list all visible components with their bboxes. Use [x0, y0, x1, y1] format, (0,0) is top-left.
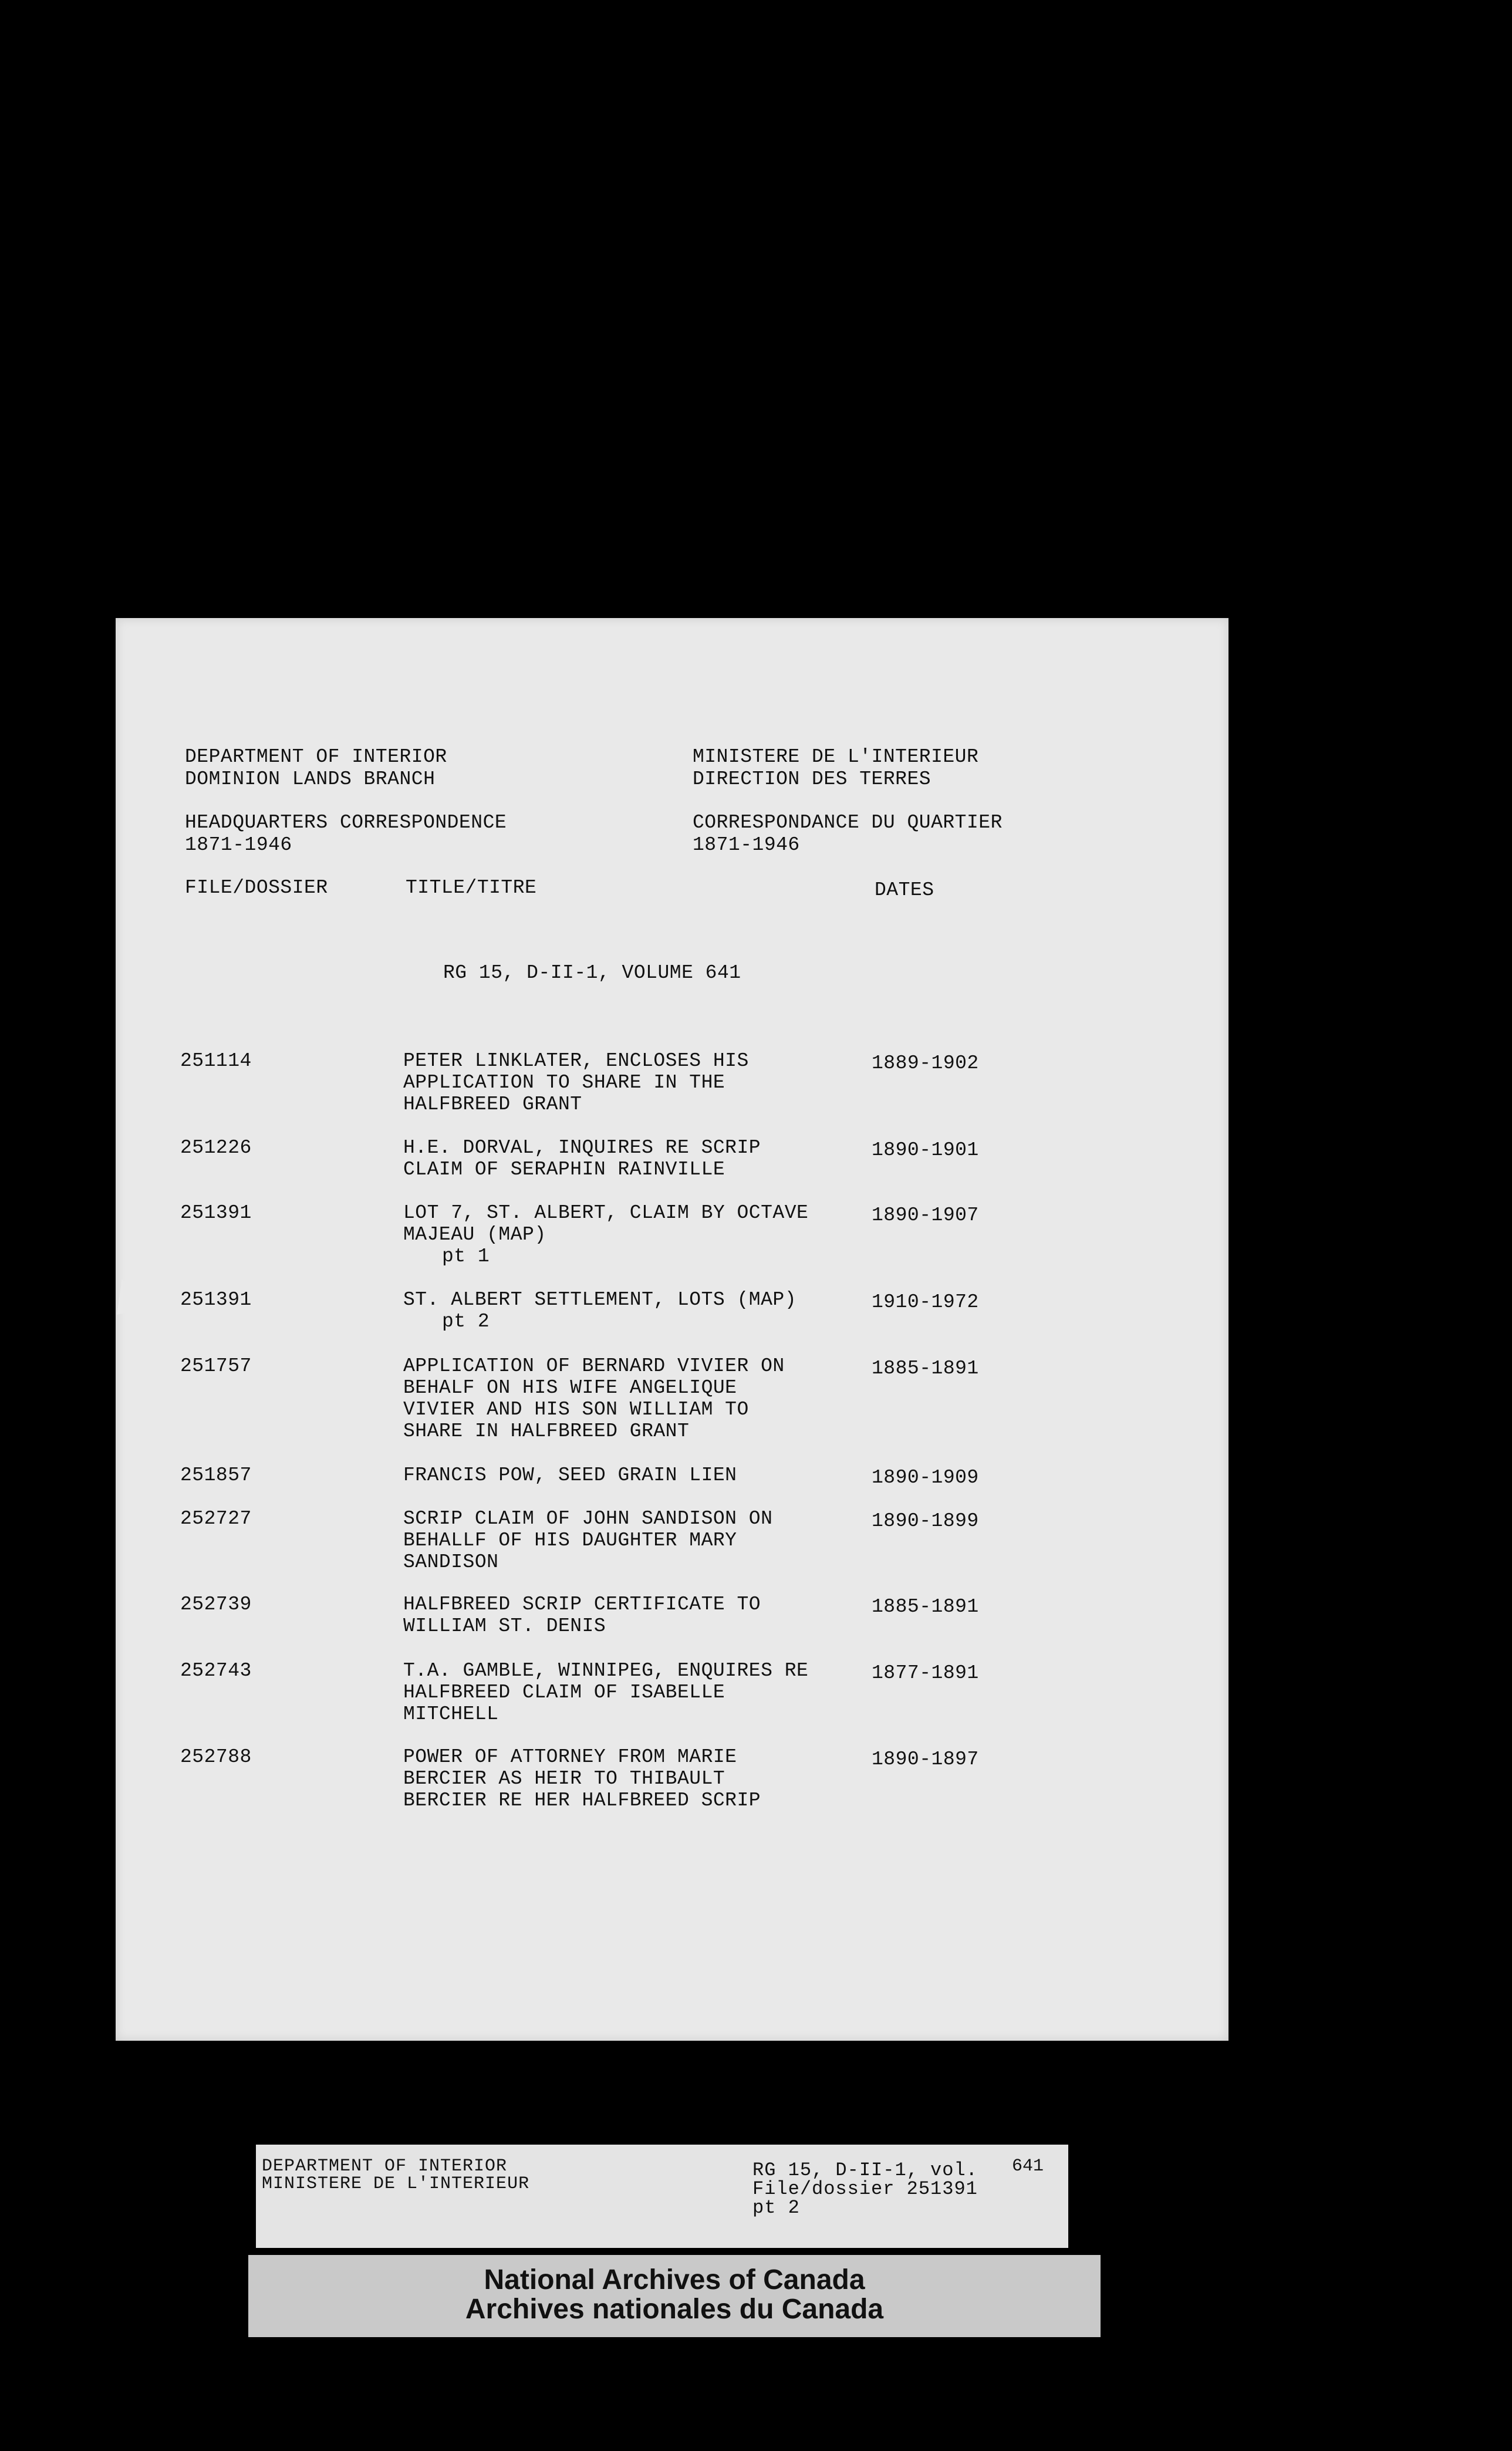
label-right — [752, 2161, 978, 2217]
file-number: 251857 — [180, 1464, 252, 1486]
volume-reference: RG 15, D-II-1, VOLUME 641 — [443, 962, 741, 984]
title-line: MITCHELL — [403, 1703, 499, 1725]
header-branch: DOMINION LANDS BRANCH — [185, 768, 436, 790]
header-years-fr: 1871-1946 — [693, 834, 800, 856]
title-line: VIVIER AND HIS SON WILLIAM TO — [403, 1399, 749, 1420]
title-line: APPLICATION OF BERNARD VIVIER ON — [403, 1355, 785, 1377]
file-number: 251391 — [180, 1202, 252, 1224]
header-series-en: HEADQUARTERS CORRESPONDENCE — [185, 812, 507, 833]
header-ministere: MINISTERE DE L'INTERIEUR — [693, 746, 979, 768]
header-right — [693, 746, 978, 791]
entry-dates: 1890-1899 — [872, 1510, 979, 1532]
header-left — [185, 746, 447, 791]
label-left — [262, 2158, 529, 2193]
document-sheet — [116, 618, 1228, 2041]
header-direction: DIRECTION DES TERRES — [693, 768, 932, 790]
title-line: BEHALLF OF HIS DAUGHTER MARY — [403, 1530, 737, 1551]
entry-dates: 1885-1891 — [872, 1596, 979, 1618]
file-number: 252788 — [180, 1746, 252, 1768]
header-series-fr: CORRESPONDANCE DU QUARTIER — [693, 812, 1003, 833]
reference-label — [256, 2145, 1068, 2248]
archives-banner — [248, 2255, 1101, 2337]
file-number: 252727 — [180, 1508, 252, 1530]
column-header-file: FILE/DOSSIER — [185, 877, 328, 899]
entry-title — [403, 1355, 861, 1442]
title-line: HALFBREED SCRIP CERTIFICATE TO — [403, 1594, 761, 1615]
entry-title — [403, 1289, 861, 1332]
title-line: SCRIP CLAIM OF JOHN SANDISON ON — [403, 1508, 773, 1530]
file-number: 251757 — [180, 1355, 252, 1377]
label-file: File/dossier 251391 — [752, 2178, 978, 2200]
entry-title — [403, 1202, 861, 1267]
label-department: DEPARTMENT OF INTERIOR — [262, 2156, 508, 2176]
label-volume-number: 641 — [1012, 2156, 1044, 2176]
entry-title — [403, 1137, 861, 1180]
label-rg: RG 15, D-II-1, vol. — [752, 2159, 978, 2181]
file-number: 251391 — [180, 1289, 252, 1311]
column-header-dates: DATES — [875, 879, 934, 901]
title-line: T.A. GAMBLE, WINNIPEG, ENQUIRES RE — [403, 1660, 809, 1682]
entry-title — [403, 1464, 861, 1486]
title-line: ST. ALBERT SETTLEMENT, LOTS (MAP) — [403, 1289, 797, 1311]
entry-title — [403, 1746, 861, 1811]
entry-dates: 1885-1891 — [872, 1358, 979, 1379]
entry-dates: 1890-1897 — [872, 1748, 979, 1770]
entry-title — [403, 1660, 861, 1725]
file-number: 251226 — [180, 1137, 252, 1159]
title-line: BEHALF ON HIS WIFE ANGELIQUE — [403, 1377, 737, 1399]
entry-dates: 1890-1901 — [872, 1139, 979, 1161]
entry-dates: 1890-1909 — [872, 1467, 979, 1488]
part-label: pt 1 — [442, 1245, 490, 1267]
entry-title — [403, 1594, 861, 1637]
title-line: SHARE IN HALFBREED GRANT — [403, 1420, 690, 1442]
archives-name-en: National Archives of Canada — [484, 2264, 865, 2295]
label-part: pt 2 — [752, 2197, 800, 2219]
title-line: APPLICATION TO SHARE IN THE — [403, 1072, 725, 1093]
header-department: DEPARTMENT OF INTERIOR — [185, 746, 447, 768]
file-number: 251114 — [180, 1050, 252, 1072]
title-line: BERCIER RE HER HALFBREED SCRIP — [403, 1790, 761, 1811]
entry-dates: 1910-1972 — [872, 1291, 979, 1313]
entry-title — [403, 1050, 861, 1115]
header-right-series — [693, 812, 1003, 856]
archives-name — [248, 2255, 1101, 2324]
entry-dates: 1890-1907 — [872, 1204, 979, 1226]
archives-name-fr: Archives nationales du Canada — [465, 2294, 884, 2325]
title-line: WILLIAM ST. DENIS — [403, 1615, 606, 1637]
header-years-en: 1871-1946 — [185, 834, 292, 856]
entry-dates: 1877-1891 — [872, 1662, 979, 1684]
title-line: PETER LINKLATER, ENCLOSES HIS — [403, 1050, 749, 1072]
pointer-arrow-icon — [117, 1279, 172, 1321]
title-line: FRANCIS POW, SEED GRAIN LIEN — [403, 1464, 737, 1486]
file-number: 252739 — [180, 1594, 252, 1615]
column-header-title: TITLE/TITRE — [406, 877, 537, 899]
title-line: LOT 7, ST. ALBERT, CLAIM BY OCTAVE — [403, 1202, 809, 1224]
title-line: CLAIM OF SERAPHIN RAINVILLE — [403, 1159, 725, 1180]
entry-dates: 1889-1902 — [872, 1052, 979, 1074]
file-number: 252743 — [180, 1660, 252, 1682]
title-line: POWER OF ATTORNEY FROM MARIE — [403, 1746, 737, 1768]
header-left-series — [185, 812, 507, 856]
entry-title — [403, 1508, 861, 1573]
title-line: SANDISON — [403, 1551, 499, 1573]
title-line: BERCIER AS HEIR TO THIBAULT — [403, 1768, 725, 1790]
title-line: H.E. DORVAL, INQUIRES RE SCRIP — [403, 1137, 761, 1159]
title-line: HALFBREED GRANT — [403, 1093, 582, 1115]
title-line: HALFBREED CLAIM OF ISABELLE — [403, 1682, 725, 1703]
label-ministere: MINISTERE DE L'INTERIEUR — [262, 2174, 530, 2194]
part-label: pt 2 — [442, 1311, 490, 1332]
title-line: MAJEAU (MAP) — [403, 1224, 546, 1245]
